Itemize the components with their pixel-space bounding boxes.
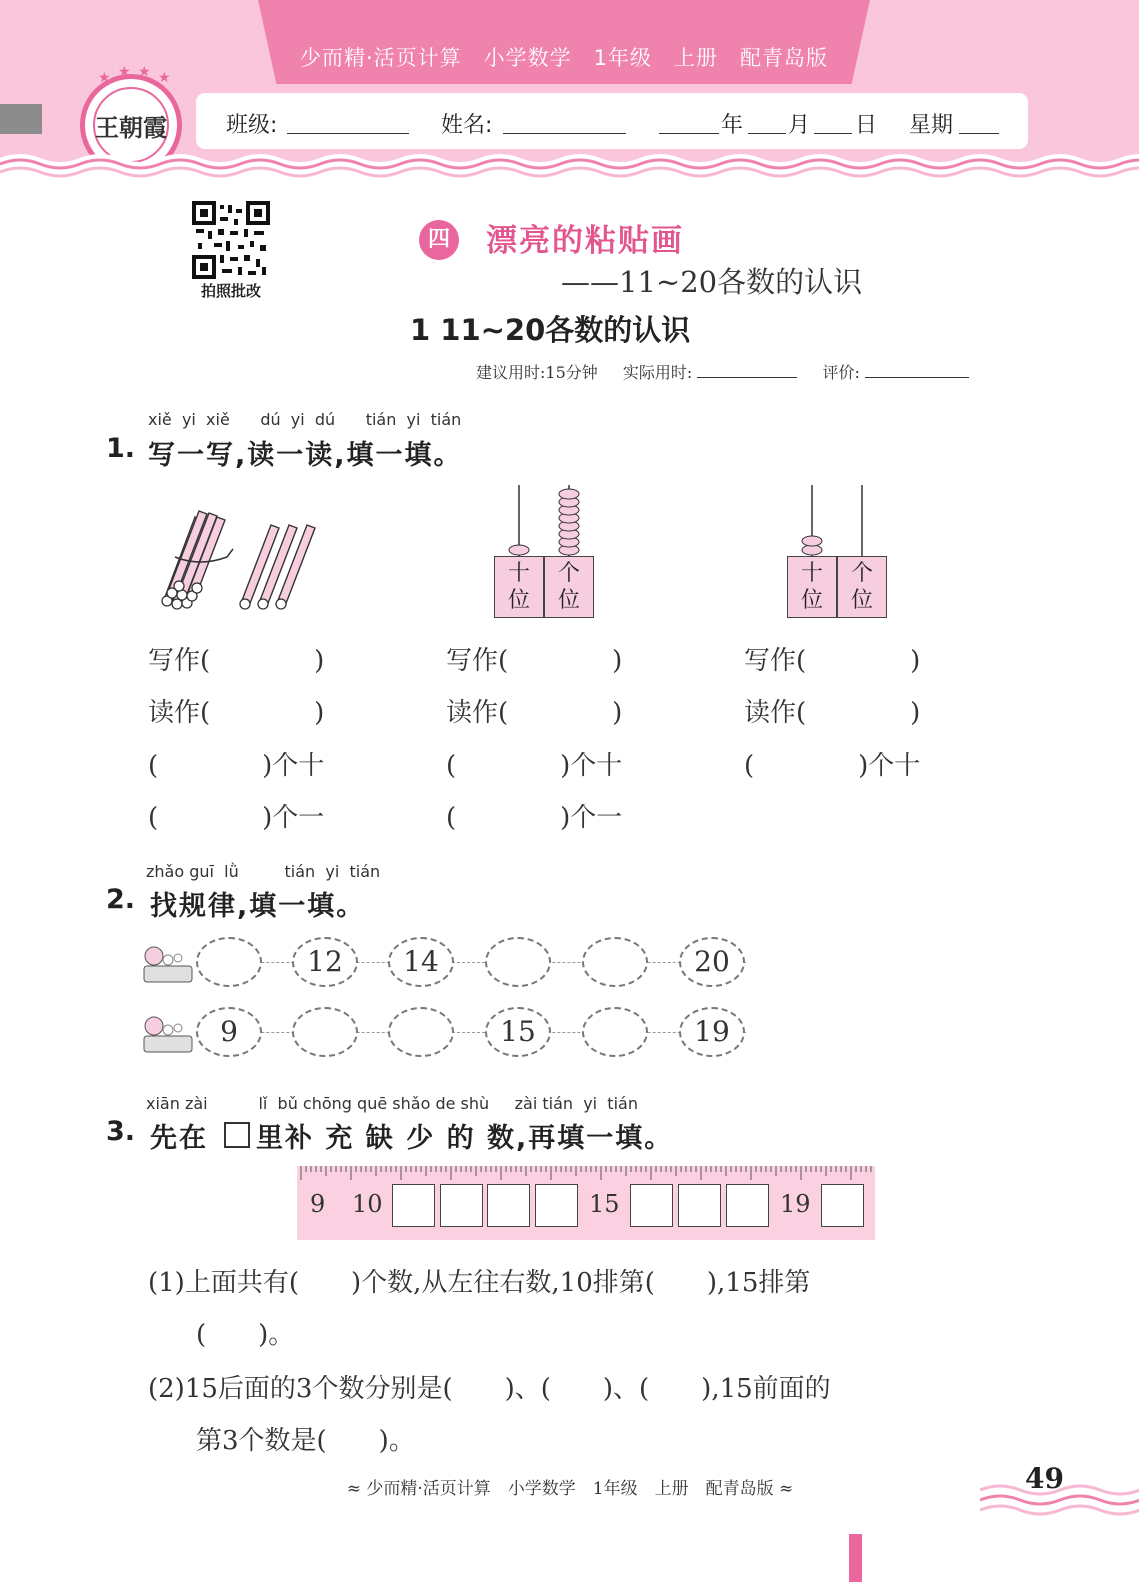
q3-sub2-line1[interactable]: (2)15后面的3个数分别是( )、( )、( ),15前面的 xyxy=(148,1374,831,1404)
class-field[interactable] xyxy=(287,133,409,134)
q2-number: 2. xyxy=(106,884,136,915)
q3-text-b: 里补 充 缺 少 的 数,再填一填。 xyxy=(256,1123,674,1154)
unit-subtitle: ——11~20各数的认识 xyxy=(561,265,863,299)
month-label: 月 xyxy=(788,113,811,138)
q1-number: 1. xyxy=(106,433,136,464)
write-as-1[interactable]: 写作( ) xyxy=(148,646,325,676)
name-label: 姓名: xyxy=(441,113,493,138)
bubble: 20 xyxy=(679,937,745,987)
student-info-box xyxy=(196,93,1028,149)
suggested-time: 建议用时:15分钟 xyxy=(476,363,598,382)
ones-place-box: 个 位 xyxy=(544,556,594,618)
weekday-label: 星期 xyxy=(909,113,954,138)
q3-sub1-line2[interactable]: ( )。 xyxy=(196,1320,295,1350)
bubble: 19 xyxy=(679,1007,745,1057)
page-edge-marker xyxy=(849,1534,862,1582)
ruler-blank-box[interactable] xyxy=(487,1184,530,1227)
year-field[interactable] xyxy=(659,133,719,134)
bubble-input[interactable] xyxy=(292,1007,358,1057)
ruler-blank-box[interactable] xyxy=(821,1184,864,1227)
bubble-chain-line xyxy=(196,962,746,963)
bubble: 9 xyxy=(196,1007,262,1057)
ruler-blank-box[interactable] xyxy=(392,1184,435,1227)
bath-tub-icon xyxy=(142,1012,194,1056)
page-edge-tab xyxy=(0,104,42,134)
logo-star-icon: ★ xyxy=(98,70,111,86)
bubble-input[interactable] xyxy=(196,937,262,987)
square-symbol xyxy=(224,1122,250,1148)
page-number: 49 xyxy=(1025,1462,1064,1495)
ruler-blank-box[interactable] xyxy=(535,1184,578,1227)
bath-tub-icon xyxy=(142,942,194,986)
q1-text: 写一写,读一读,填一填。 xyxy=(148,440,463,471)
q1-pinyin: xiě yi xiě dú yi dú tián yi tián xyxy=(148,410,462,429)
q3-text-a: 先在 xyxy=(150,1123,208,1154)
q2-text: 找规律,填一填。 xyxy=(150,891,366,922)
tens-count-3[interactable]: ( )个十 xyxy=(744,751,921,781)
footer-wave xyxy=(980,1480,1139,1520)
bubble-chain-line xyxy=(196,1032,746,1033)
ruler-blank-box[interactable] xyxy=(726,1184,769,1227)
ruler-number: 19 xyxy=(780,1190,811,1218)
unit-title: 漂亮的粘贴画 xyxy=(486,223,684,259)
brand-logo-text: 王朝霞 xyxy=(95,113,167,142)
unit-number-badge: 四 xyxy=(419,220,459,260)
qr-code-icon[interactable] xyxy=(192,201,270,279)
evaluation-label: 评价: xyxy=(822,363,860,382)
tens-place-box: 十 位 xyxy=(787,556,837,618)
actual-time-label: 实际用时: xyxy=(622,363,693,382)
read-as-2[interactable]: 读作( ) xyxy=(446,698,623,728)
ones-count-2[interactable]: ( )个一 xyxy=(446,803,623,833)
bubble-input[interactable] xyxy=(388,1007,454,1057)
tens-place-box: 十 位 xyxy=(494,556,544,618)
bubble-input[interactable] xyxy=(582,1007,648,1057)
read-as-3[interactable]: 读作( ) xyxy=(744,698,921,728)
tens-count-2[interactable]: ( )个十 xyxy=(446,751,623,781)
logo-star-icon: ★ xyxy=(138,64,151,80)
ruler-blank-box[interactable] xyxy=(678,1184,721,1227)
write-as-2[interactable]: 写作( ) xyxy=(446,646,623,676)
bubble: 15 xyxy=(485,1007,551,1057)
stick-bundle-icon xyxy=(155,505,325,615)
lesson-title: 1 11~20各数的认识 xyxy=(410,313,691,347)
name-field[interactable] xyxy=(503,133,626,134)
weekday-field[interactable] xyxy=(959,133,999,134)
bubble: 14 xyxy=(388,937,454,987)
tens-count-1[interactable]: ( )个十 xyxy=(148,751,325,781)
ruler-number: 15 xyxy=(589,1190,620,1218)
header-title: 少而精·活页计算 小学数学 1年级 上册 配青岛版 xyxy=(299,46,829,70)
q3-sub1-line1[interactable]: (1)上面共有( )个数,从左往右数,10排第( ),15排第 xyxy=(148,1268,811,1298)
ones-count-1[interactable]: ( )个一 xyxy=(148,803,325,833)
q2-pinyin: zhǎo guī lǜ tián yi tián xyxy=(146,862,381,881)
actual-time-field[interactable] xyxy=(697,377,797,378)
logo-star-icon: ★ xyxy=(158,70,171,86)
ones-place-box: 个 位 xyxy=(837,556,887,618)
write-as-3[interactable]: 写作( ) xyxy=(744,646,921,676)
ruler-blank-box[interactable] xyxy=(440,1184,483,1227)
footer-text: ≈ 少而精·活页计算 小学数学 1年级 上册 配青岛版 ≈ xyxy=(346,1479,794,1499)
read-as-1[interactable]: 读作( ) xyxy=(148,698,325,728)
ruler-ticks xyxy=(297,1166,875,1190)
year-label: 年 xyxy=(721,113,744,138)
q3-sub2-line2[interactable]: 第3个数是( )。 xyxy=(196,1426,415,1456)
qr-caption: 拍照批改 xyxy=(200,282,261,300)
ruler-number: 10 xyxy=(352,1190,383,1218)
abacus-rods-2 xyxy=(783,485,893,557)
day-field[interactable] xyxy=(814,133,852,134)
day-label: 日 xyxy=(855,113,878,138)
q3-pinyin: xiān zài lǐ bǔ chōng quē shǎo de shù zài tián yi tián xyxy=(146,1094,638,1113)
bubble: 12 xyxy=(292,937,358,987)
logo-star-icon: ★ xyxy=(118,64,131,80)
bubble-input[interactable] xyxy=(485,937,551,987)
header-wave xyxy=(0,150,1139,190)
timing-row xyxy=(476,360,969,383)
ruler-number: 9 xyxy=(310,1190,326,1218)
bubble-input[interactable] xyxy=(582,937,648,987)
evaluation-field[interactable] xyxy=(865,377,969,378)
month-field[interactable] xyxy=(748,133,786,134)
ruler-blank-box[interactable] xyxy=(630,1184,673,1227)
abacus-rods-1 xyxy=(490,485,600,557)
class-label: 班级: xyxy=(226,113,278,138)
q3-number: 3. xyxy=(106,1116,136,1147)
